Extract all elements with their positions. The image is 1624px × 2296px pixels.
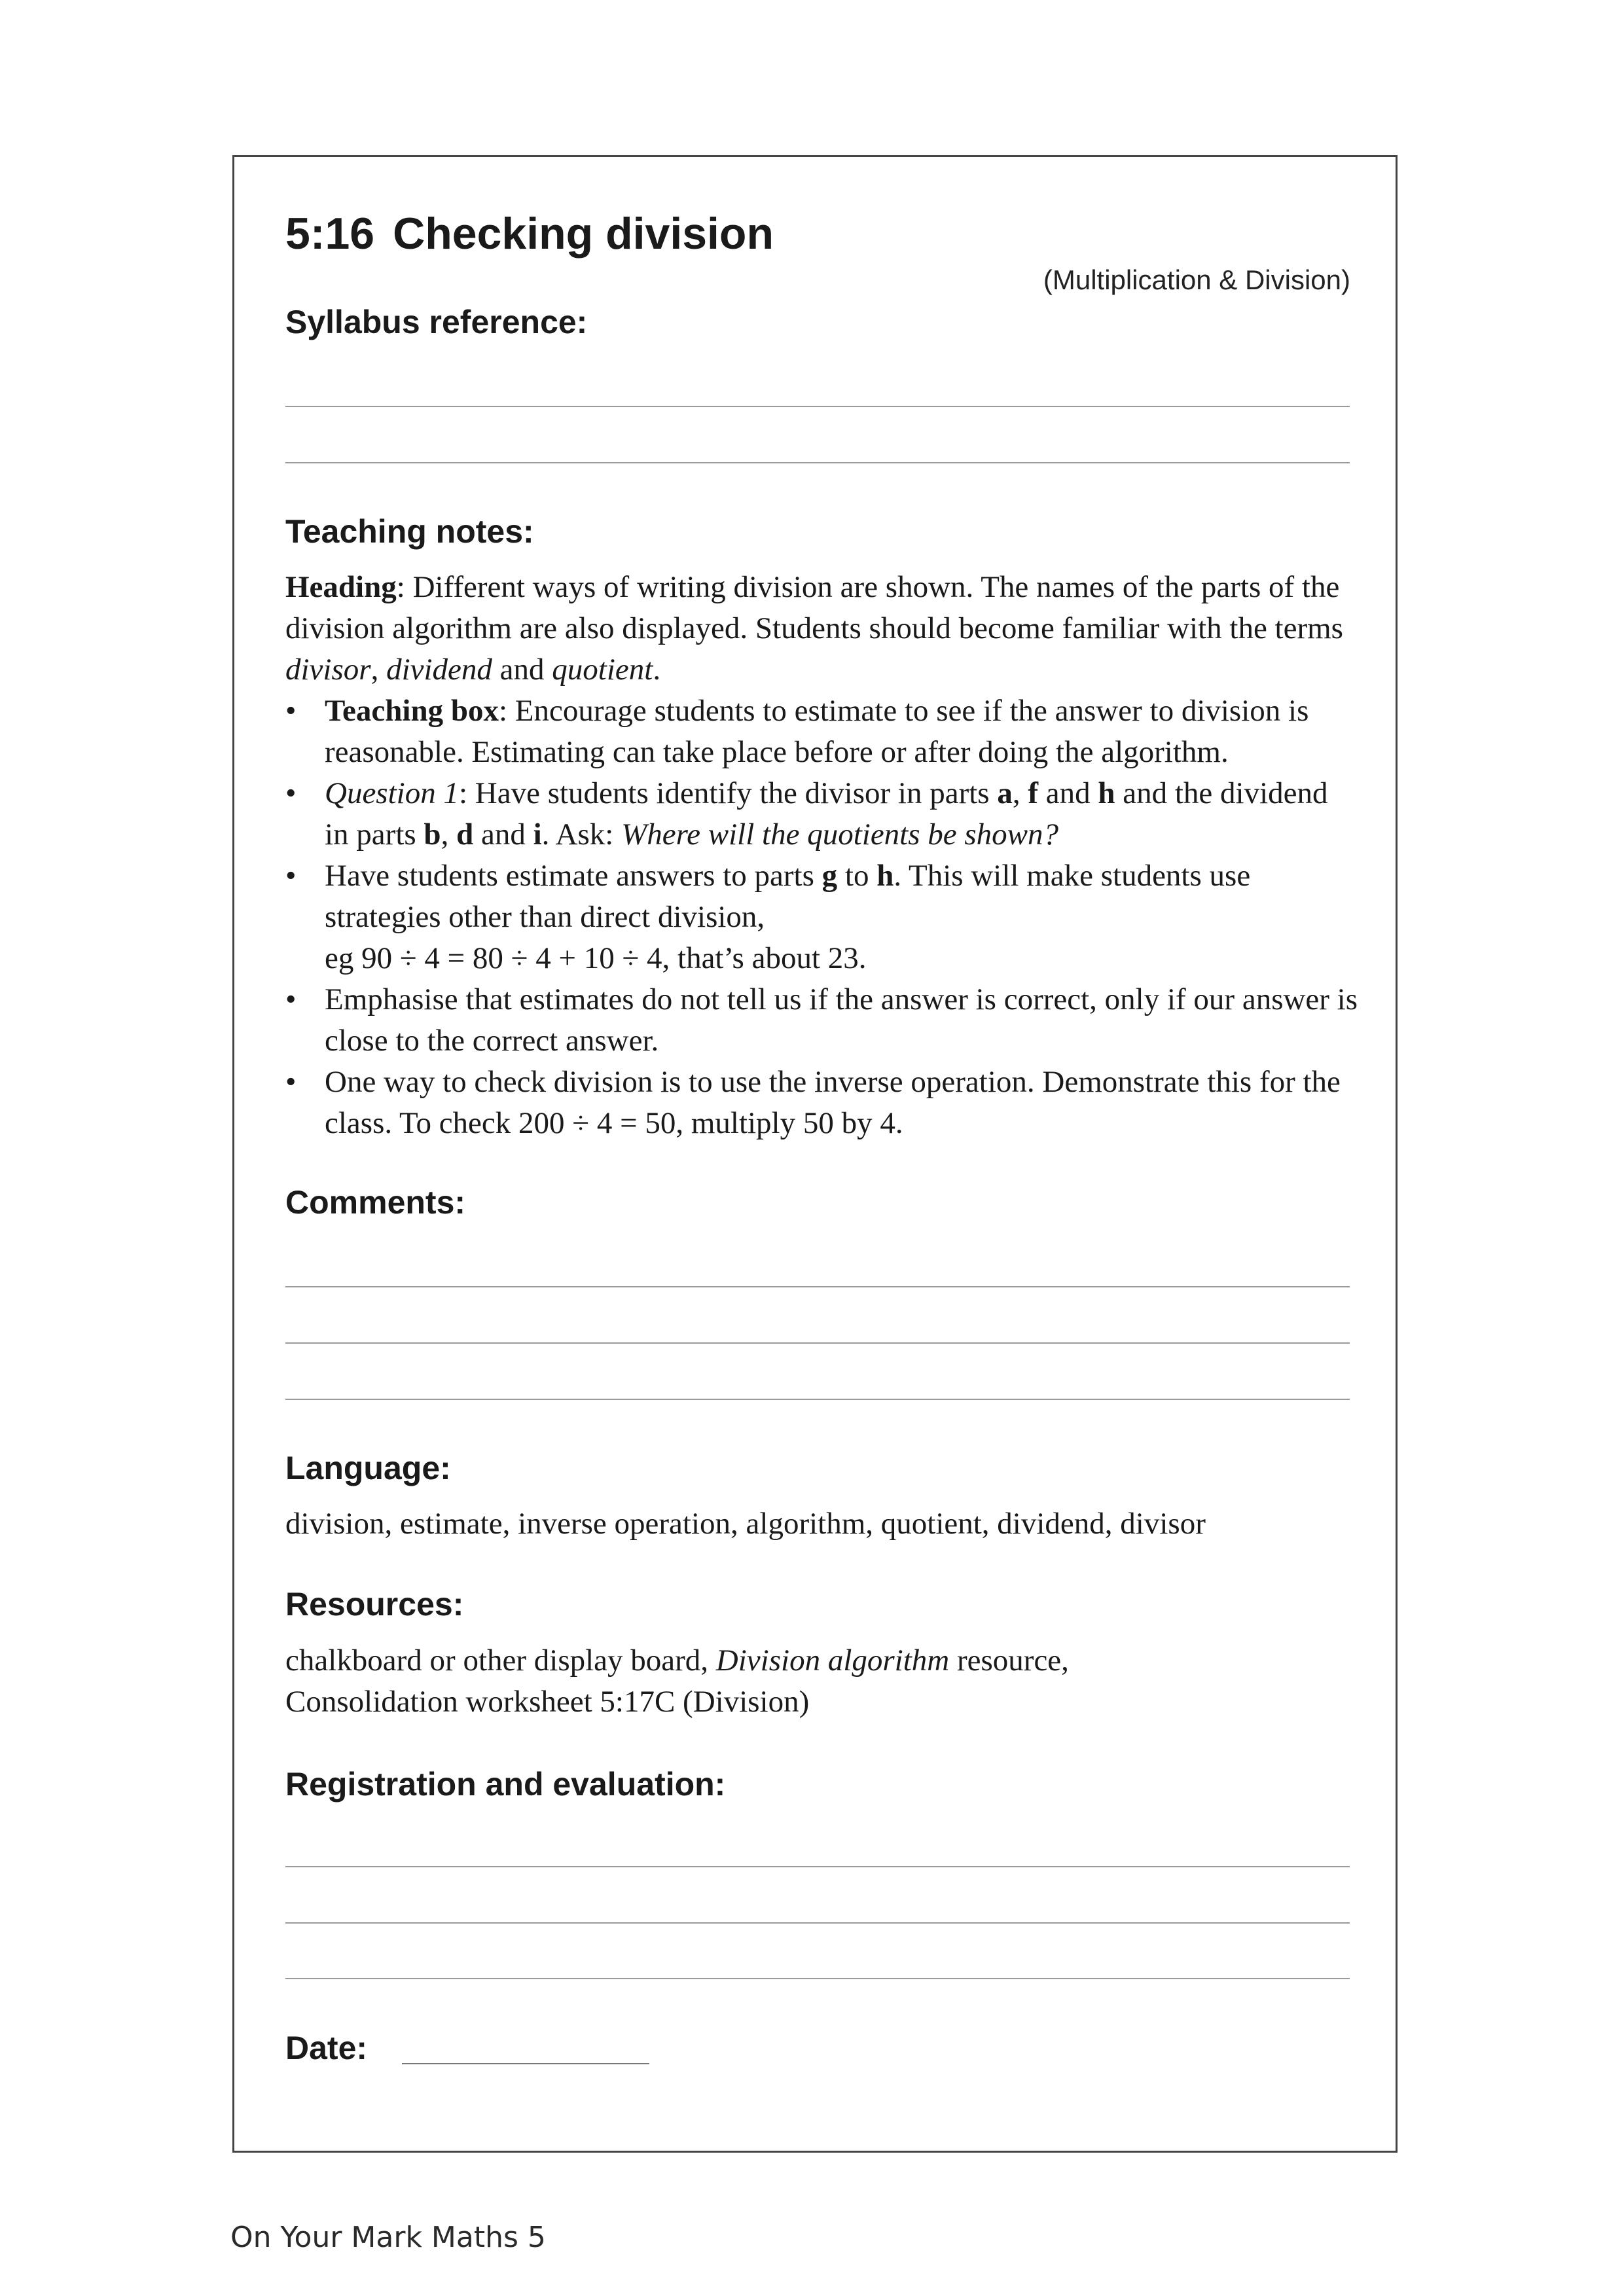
bullet-label: Question 1: [325, 776, 459, 810]
date-heading: Date:: [285, 2030, 368, 2066]
date-field-line[interactable]: [402, 2063, 649, 2064]
separator: .: [653, 653, 661, 687]
separator: and: [473, 817, 533, 852]
page-title: [285, 208, 774, 259]
separator: to: [837, 859, 877, 893]
page-frame: [232, 155, 1398, 2153]
list-item: [285, 979, 1359, 1062]
part-label: b: [424, 817, 441, 852]
teaching-notes-heading: Teaching notes:: [285, 513, 534, 550]
bullet-text: Have students estimate answers to parts: [325, 859, 822, 893]
language-text: division, estimate, inverse operation, algorithm, quotient, dividend, divisor: [285, 1507, 1206, 1541]
intro-label: Heading: [285, 570, 397, 604]
lesson-number: 5:16: [285, 209, 375, 259]
list-item: [285, 855, 1359, 979]
language-heading: Language:: [285, 1450, 451, 1486]
teaching-notes-list: [285, 691, 1359, 1144]
registration-heading: Registration and evaluation:: [285, 1766, 726, 1803]
list-item: [285, 773, 1359, 855]
resources-text-a: chalkboard or other display board,: [285, 1643, 716, 1677]
registration-line-1[interactable]: [285, 1866, 1350, 1867]
separator: and: [1038, 776, 1098, 810]
separator: and: [492, 653, 552, 687]
registration-line-3[interactable]: [285, 1978, 1350, 1979]
registration-line-2[interactable]: [285, 1922, 1350, 1924]
part-label: h: [1098, 776, 1115, 810]
syllabus-heading: Syllabus reference:: [285, 304, 588, 340]
lesson-title: Checking division: [393, 209, 774, 259]
comments-line-2[interactable]: [285, 1342, 1350, 1344]
bullet-text: : Encourage students to estimate to see if the answer to division is reasonable. Estimating can take place before or after doing the algorithm.: [325, 694, 1309, 769]
bullet-question: Where will the quotients be shown?: [621, 817, 1059, 852]
part-label: f: [1028, 776, 1038, 810]
part-label: a: [997, 776, 1013, 810]
intro-text: : Different ways of writing division are shown. The names of the parts of the division algorithm are also displayed. Students should become familiar with the terms: [285, 570, 1343, 645]
syllabus-line-1[interactable]: [285, 406, 1350, 407]
list-item: [285, 691, 1359, 773]
teaching-notes-intro: [285, 567, 1359, 691]
comments-line-1[interactable]: [285, 1286, 1350, 1287]
resource-name: Division algorithm: [715, 1643, 950, 1677]
bullet-example: eg 90 ÷ 4 = 80 ÷ 4 + 10 ÷ 4, that’s about 23.: [325, 941, 867, 975]
syllabus-line-2[interactable]: [285, 462, 1350, 463]
bullet-text: and the dividend in parts: [325, 776, 1328, 852]
resources-text: [285, 1640, 1359, 1723]
term-dividend: dividend: [386, 653, 492, 687]
term-divisor: divisor: [285, 653, 371, 687]
part-label: i: [533, 817, 542, 852]
separator: ,: [441, 817, 457, 852]
comments-heading: Comments:: [285, 1184, 466, 1221]
strand-label: (Multiplication & Division): [1043, 264, 1350, 295]
footer-book-title: On Your Mark Maths 5: [230, 2221, 546, 2254]
separator: ,: [370, 653, 387, 687]
separator: ,: [1012, 776, 1028, 810]
bullet-text: : Have students identify the divisor in parts: [458, 776, 998, 810]
bullet-text: One way to check division is to use the inverse operation. Demonstrate this for the class. To check 200 ÷ 4 = 50, multiply 50 by 4.: [325, 1065, 1341, 1140]
resources-text-b: resource,: [949, 1643, 1069, 1677]
teaching-notes-body: [285, 567, 1359, 1144]
part-label: h: [876, 859, 894, 893]
bullet-text: Emphasise that estimates do not tell us if the answer is correct, only if our answer is close to the correct answer.: [325, 982, 1358, 1058]
bullet-label: Teaching box: [325, 694, 499, 728]
resources-line-2: Consolidation worksheet 5:17C (Division): [285, 1685, 810, 1719]
list-item: [285, 1062, 1359, 1144]
term-quotient: quotient: [552, 653, 653, 687]
part-label: d: [456, 817, 474, 852]
bullet-text: . This will make students use strategies other than direct division,: [325, 859, 1251, 934]
resources-heading: Resources:: [285, 1586, 464, 1623]
part-label: g: [821, 859, 838, 893]
comments-line-3[interactable]: [285, 1399, 1350, 1400]
bullet-text: . Ask:: [541, 817, 622, 852]
